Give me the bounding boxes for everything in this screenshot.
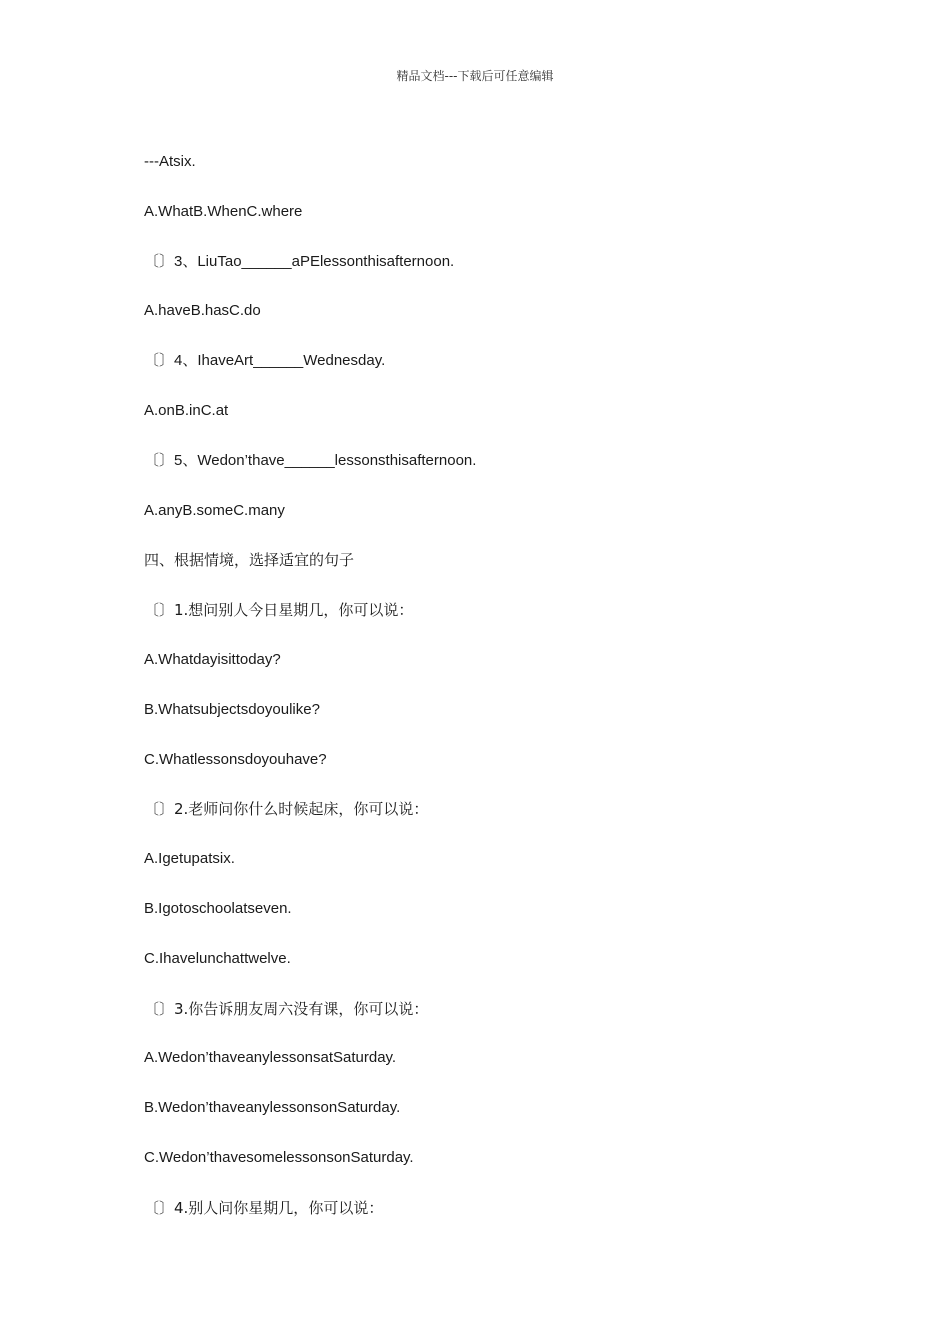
option-line: A.Igetupatsix.: [144, 850, 235, 868]
page-header: 精品文档---下载后可任意编辑: [396, 69, 554, 83]
section-heading: 四、根据情境，选择适宜的句子: [144, 551, 355, 570]
options-line: A.haveB.hasC.do: [144, 302, 261, 320]
question-line: 〔〕3、LiuTao______aPElessonthisafternoon.: [144, 252, 455, 270]
question-line: 〔〕3.你告诉朋友周六没有课，你可以说：: [144, 999, 429, 1018]
options-line: A.onB.inC.at: [144, 401, 229, 419]
option-line: C.Ihavelunchattwelve.: [144, 949, 291, 967]
question-line: 〔〕1.想问别人今日星期几，你可以说：: [144, 601, 414, 620]
option-line: A.Whatdayisittoday?: [144, 650, 281, 668]
option-line: B.Whatsubjectsdoyoulike?: [144, 700, 320, 718]
option-line: B.Igotoschoolatseven.: [144, 899, 292, 917]
question-line: 〔〕4、IhaveArt______Wednesday.: [144, 352, 386, 370]
option-line: C.Whatlessonsdoyouhave?: [144, 750, 327, 768]
options-line: A.WhatB.WhenC.where: [144, 202, 303, 220]
option-line: A.Wedon’thaveanylessonsatSaturday.: [144, 1049, 397, 1067]
question-line: 〔〕2.老师问你什么时候起床，你可以说：: [144, 800, 429, 819]
option-line: B.Wedon’thaveanylessonsonSaturday.: [144, 1099, 401, 1117]
options-line: A.anyB.someC.many: [144, 501, 285, 519]
question-line: 〔〕4.别人问你星期几，你可以说：: [144, 1198, 384, 1217]
option-line: C.Wedon’thavesomelessonsonSaturday.: [144, 1148, 414, 1166]
question-line: 〔〕5、Wedon’thave______lessonsthisafternoon.: [144, 451, 477, 469]
document-body: [144, 150, 804, 1246]
answer-line: ---Atsix.: [144, 153, 196, 170]
